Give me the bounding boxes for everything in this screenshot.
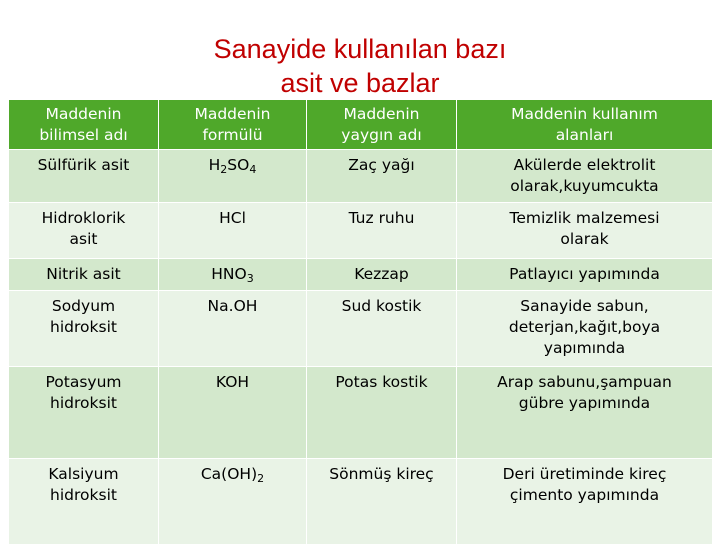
table-row	[9, 203, 713, 259]
cell-common-name: Sönmüş kireç	[307, 459, 457, 545]
cell-scientific-name: Sülfürik asit	[9, 150, 159, 203]
header-usage: Maddenin kullanım alanları	[457, 100, 713, 150]
table-header	[9, 100, 713, 150]
header-formula: Maddenin formülü	[159, 100, 307, 150]
formula-subscript: 2	[220, 163, 228, 176]
formula-subscript: 4	[249, 163, 257, 176]
table-row	[9, 259, 713, 291]
table-row	[9, 291, 713, 367]
cell-scientific-name: Nitrik asit	[9, 259, 159, 291]
formula-subscript: 2	[257, 472, 265, 485]
cell-usage: Deri üretiminde kireç çimento yapımında	[457, 459, 713, 545]
cell-common-name: Tuz ruhu	[307, 203, 457, 259]
formula-part: H	[208, 156, 221, 174]
cell-formula	[159, 150, 307, 203]
title-line-2: asit ve bazlar	[280, 68, 440, 98]
header-row	[9, 100, 713, 150]
slide-title	[0, 32, 720, 100]
title-line-1: Sanayide kullanılan bazı	[213, 34, 507, 64]
cell-scientific-name: Kalsiyum hidroksit	[9, 459, 159, 545]
cell-common-name: Zaç yağı	[307, 150, 457, 203]
cell-usage: Temizlik malzemesi olarak	[457, 203, 713, 259]
cell-formula	[159, 259, 307, 291]
acids-bases-table	[8, 99, 713, 545]
cell-common-name: Sud kostik	[307, 291, 457, 367]
table-row	[9, 459, 713, 545]
formula-subscript: 3	[246, 272, 254, 285]
cell-formula	[159, 291, 307, 367]
table-row	[9, 367, 713, 459]
formula-part: SO	[227, 156, 250, 174]
formula-part: Ca(OH)	[200, 465, 258, 483]
cell-usage: Patlayıcı yapımında	[457, 259, 713, 291]
cell-usage: Akülerde elektrolit olarak,kuyumcukta	[457, 150, 713, 203]
cell-usage: Sanayide sabun, deterjan,kağıt,boya yapımında	[457, 291, 713, 367]
formula-part: Na.OH	[207, 297, 258, 315]
formula-part: HNO	[211, 265, 247, 283]
cell-formula	[159, 459, 307, 545]
cell-formula	[159, 203, 307, 259]
cell-common-name: Potas kostik	[307, 367, 457, 459]
header-common-name: Maddenin yaygın adı	[307, 100, 457, 150]
cell-scientific-name: Sodyum hidroksit	[9, 291, 159, 367]
table-row	[9, 150, 713, 203]
cell-scientific-name: Potasyum hidroksit	[9, 367, 159, 459]
cell-scientific-name: Hidroklorik asit	[9, 203, 159, 259]
cell-common-name: Kezzap	[307, 259, 457, 291]
cell-usage: Arap sabunu,şampuan gübre yapımında	[457, 367, 713, 459]
table-body	[9, 150, 713, 545]
formula-part: HCl	[219, 209, 246, 227]
header-scientific-name: Maddenin bilimsel adı	[9, 100, 159, 150]
formula-part: KOH	[215, 373, 250, 391]
cell-formula	[159, 367, 307, 459]
